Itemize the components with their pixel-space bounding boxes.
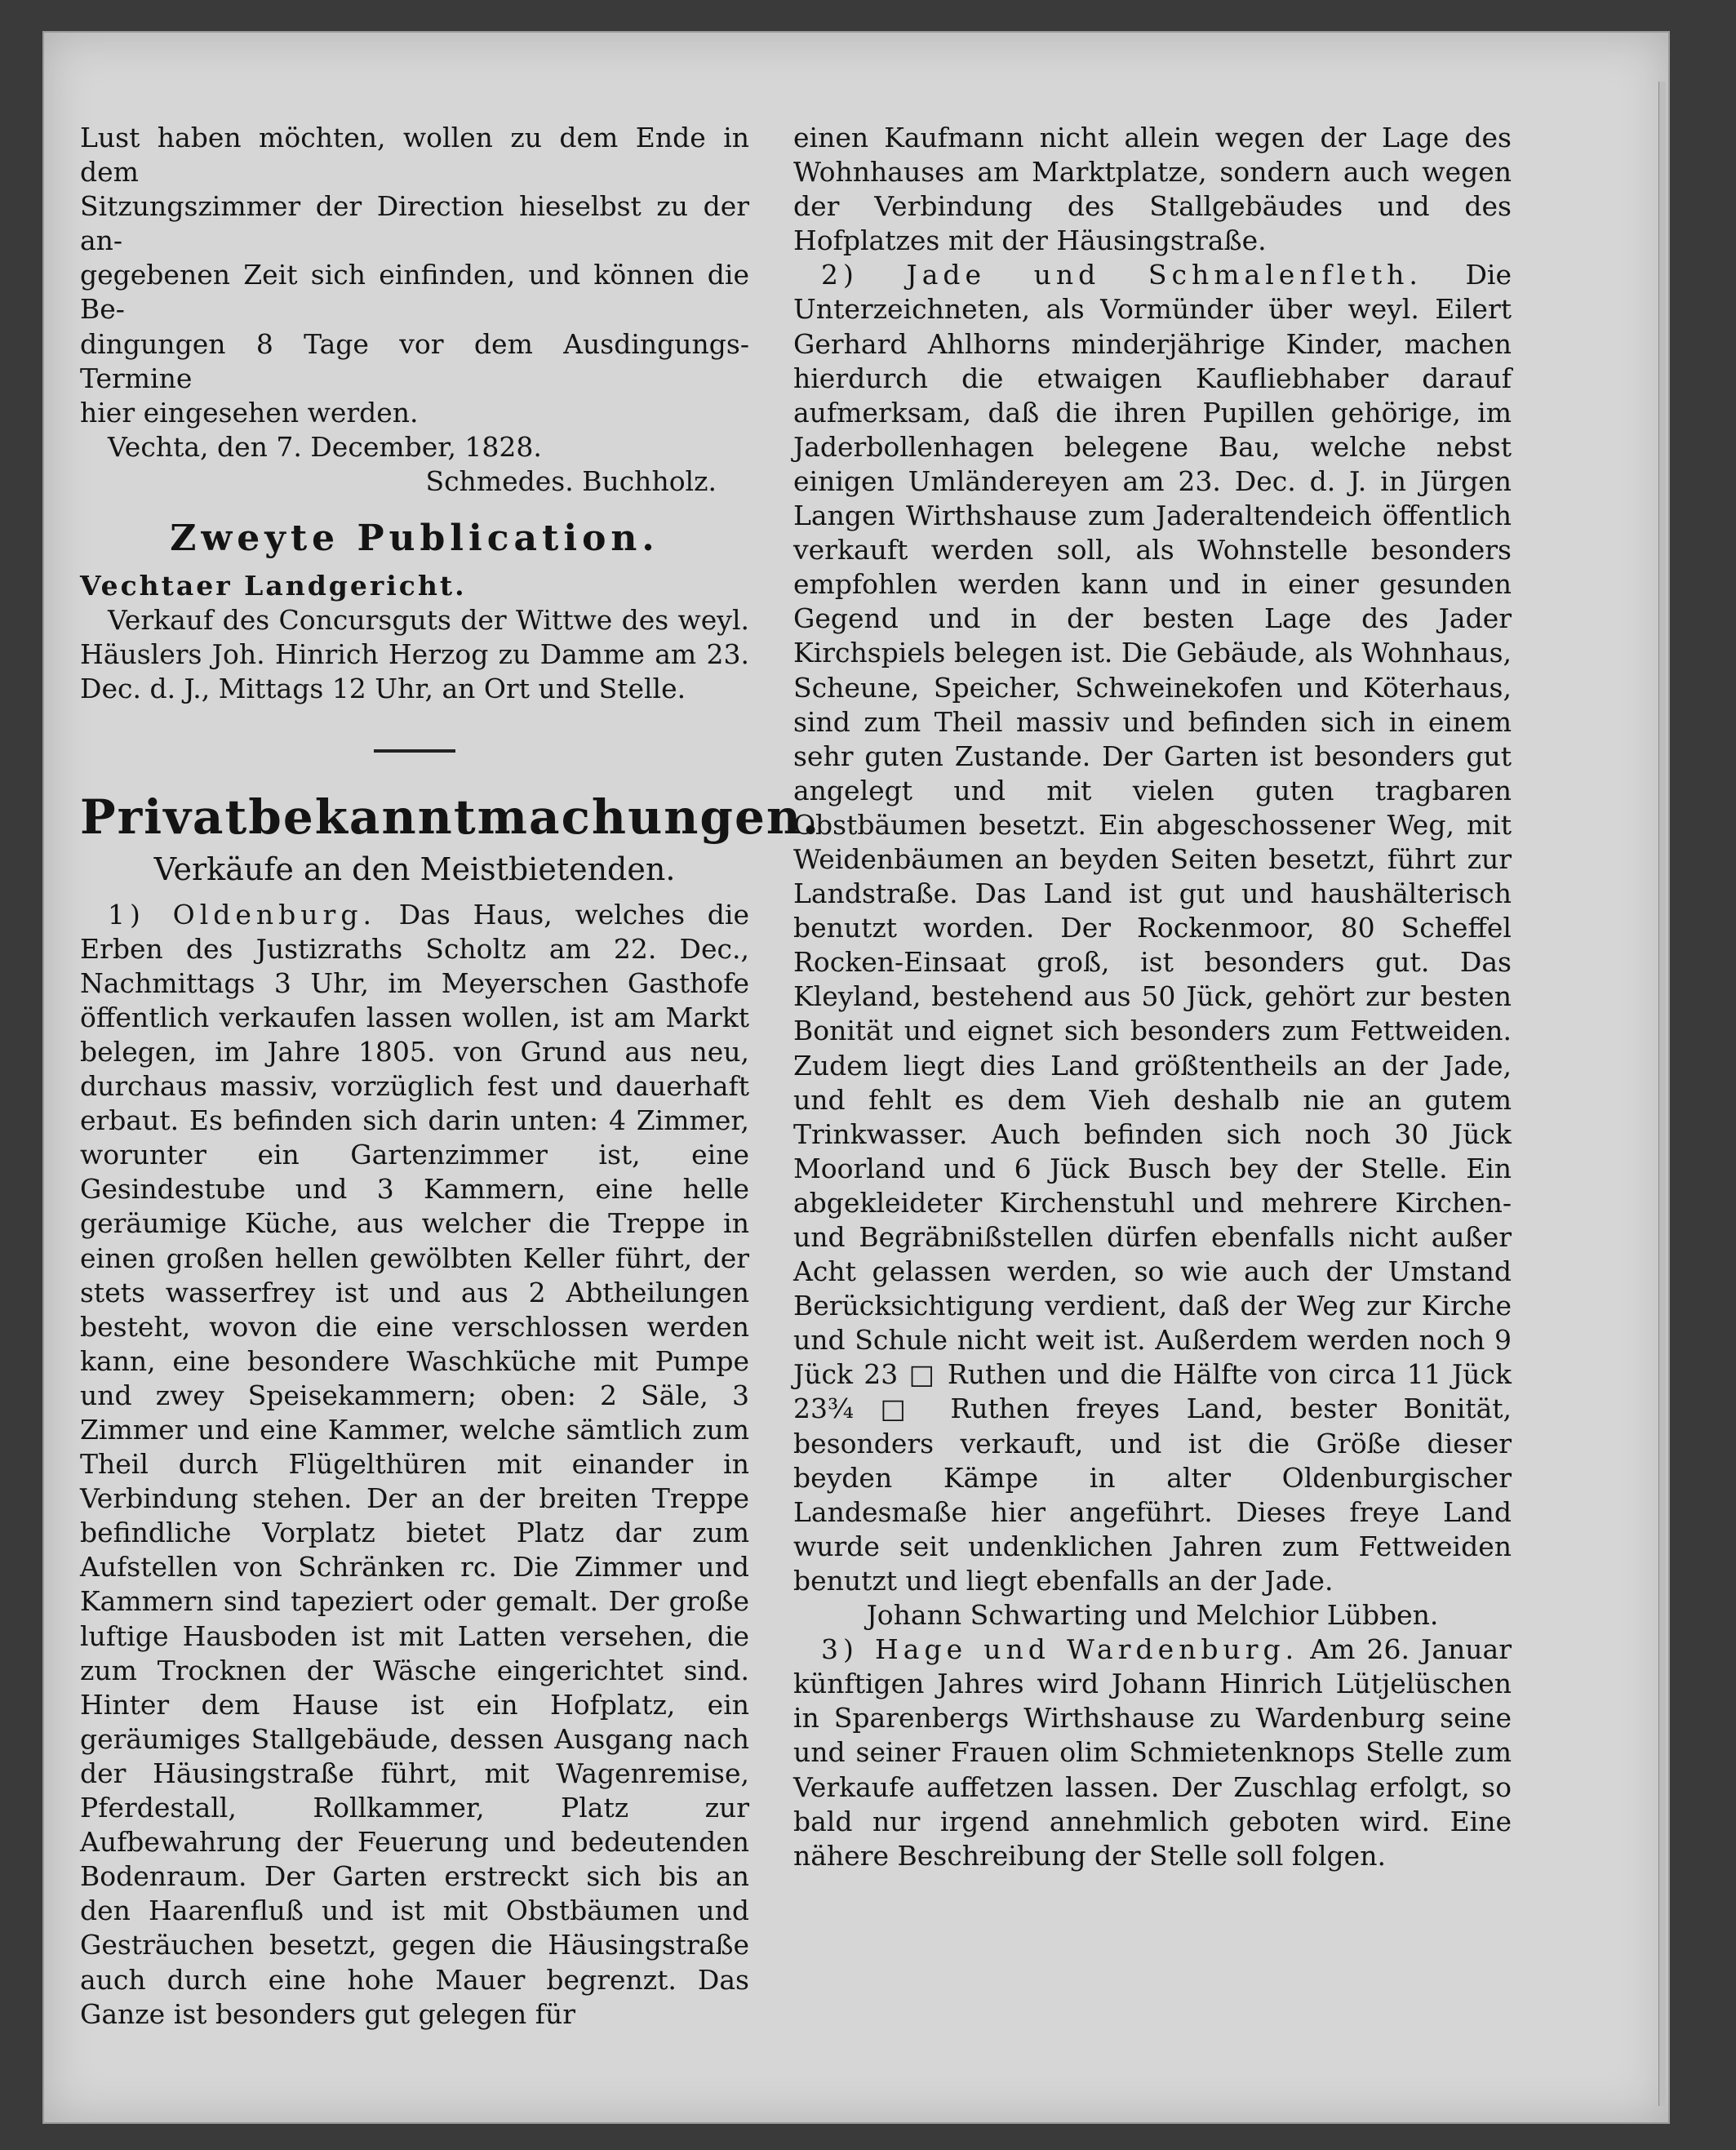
item-1	[80, 898, 749, 2032]
item-3	[793, 1632, 1512, 1873]
sale-notice: Verkauf des Concursguts der Wittwe des weyl. Häuslers Joh. Hinrich Herzog zu Damme am 23. Dec. d. J., Mittags 12 Uhr, an Ort und Stelle.	[80, 604, 749, 705]
signatures: Schmedes. Buchholz.	[425, 464, 717, 497]
court-heading: Vechtaer Landgericht.	[80, 570, 467, 602]
intro-line: Lust haben möchten, wollen zu dem Ende in dem	[80, 122, 749, 189]
intro-line: gegebenen Zeit sich einfinden, und können die Be-	[80, 259, 749, 326]
section-divider	[374, 749, 455, 753]
page-edge	[1658, 82, 1666, 2106]
intro-line: Sitzungszimmer der Direction hieselbst zu der an-	[80, 190, 749, 257]
item-2-text: Die Unterzeichneten, als Vormünder über weyl. Eilert Gerhard Ahlhorns minderjährige Kinder, machen hierdurch die etwaigen Kaufliebhaber darauf aufmerksam, daß die ihren Pupillen gehörige, im Jaderbollenhagen belegene Bau, welche nebst einigen Umländereyen am 23. Dec. d. J. in Jürgen Langen Wirthshause zum Jaderaltendeich öffentlich verkauft werden soll, als Wohnstelle besonders empfohlen werden kann und in einer gesunden Gegend und in der besten Lage des Jader Kirchspiels belegen ist. Die Gebäude, als Wohnhaus, Scheune, Speicher, Schweinekofen und Köterhaus, sind zum Theil massiv und befinden sich in einem sehr guten Zustande. Der Garten ist besonders gut angelegt und mit vielen guten tragbaren Obstbäumen besetzt. Ein abgeschossener Weg, mit Weidenbäumen an beyden Seiten besetzt, führt zur Landstraße. Das Land ist gut und haushälterisch benutzt worden. Der Rockenmoor, 80 Scheffel Rocken-Einsaat groß, ist besonders gut. Das Kleyland, bestehend aus 50 Jück, gehört zur besten Bonität und eignet sich besonders zum Fettweiden. Zudem liegt dies Land größtentheils an der Jade, und fehlt es dem Vieh deshalb nie an gutem Trinkwasser. Auch befinden sich noch 30 Jück Moorland und 6 Jück Busch bey der Stelle. Ein abgekleideter Kirchenstuhl und mehrere Kirchen- und Begräbnißstellen dürfen ebenfalls nicht außer Acht gelassen werden, so wie auch der Umstand Berücksichtigung verdient, daß der Weg zur Kirche und Schule nicht weit ist. Außerdem werden noch 9 Jück 23 □ Ruthen und die Hälfte von circa 11 Jück 23¾ □ Ruthen freyes Land, bester Bonität, besonders verkauft, und ist die Größe dieser beyden Kämpe in alter Oldenburgischer Landesmaße hier angeführt. Dieses freye Land wurde seit undenklichen Jahren zum Fettweiden benutzt und liegt ebenfalls an der Jade.	[793, 259, 1512, 1597]
main-subheading: Verkäufe an den Meistbietenden.	[153, 851, 676, 887]
place-date: Vechta, den 7. December, 1828.	[108, 430, 542, 463]
intro-line: hier eingesehen werden.	[80, 396, 419, 429]
item-2	[793, 258, 1512, 1598]
item-2-signatures: Johann Schwarting und Melchior Lübben.	[866, 1599, 1439, 1632]
item-3-place: 3) Hage und Wardenburg.	[821, 1633, 1299, 1666]
item-3-text: Am 26. Januar künftigen Jahres wird Johann Hinrich Lütjelüschen in Sparenbergs Wirthshause zu Wardenburg seine und seiner Frauen olim Schmietenknops Stelle zum Verkaufe auffetzen lassen. Der Zuschlag erfolgt, so bald nur irgend annehmlich geboten wird. Eine nähere Beschreibung der Stelle soll folgen.	[793, 1633, 1512, 1872]
item-1-text: Das Haus, welches die Erben des Justizraths Scholtz am 22. Dec., Nachmittags 3 Uhr, im Meyerschen Gasthofe öffentlich verkaufen lassen wollen, ist am Markt belegen, im Jahre 1805. von Grund aus neu, durchaus massiv, vorzüglich fest und dauerhaft erbaut. Es befinden sich darin unten: 4 Zimmer, worunter ein Gartenzimmer ist, eine Gesindestube und 3 Kammern, eine helle geräumige Küche, aus welcher die Treppe in einen großen hellen gewölbten Keller führt, der stets wasserfrey ist und aus 2 Abtheilungen besteht, wovon die eine verschlossen werden kann, eine besondere Waschküche mit Pumpe und zwey Speisekammern; oben: 2 Säle, 3 Zimmer und eine Kammer, welche sämtlich zum Theil durch Flügelthüren mit einander in Verbindung stehen. Der an der breiten Treppe befindliche Vorplatz bietet Platz dar zum Aufstellen von Schränken rc. Die Zimmer und Kammern sind tapeziert oder gemalt. Der große luftige Hausboden ist mit Latten versehen, die zum Trocknen der Wäsche eingerichtet sind. Hinter dem Hause ist ein Hofplatz, ein geräumiges Stallgebäude, dessen Ausgang nach der Häusingstraße führt, mit Wagenremise, Pferdestall, Rollkammer, Platz zur Aufbewahrung der Feuerung und bedeutenden Bodenraum. Der Garten erstreckt sich bis an den Haarenfluß und ist mit Obstbäumen und Gesträuchen besetzt, gegen die Häusingstraße auch durch eine hohe Mauer begrenzt. Das Ganze ist besonders gut gelegen für	[80, 898, 749, 2030]
item-1-place: 1) Oldenburg.	[108, 898, 376, 931]
left-column	[80, 121, 821, 2032]
publication-heading: Zweyte Publication.	[170, 518, 659, 560]
right-column	[793, 121, 1512, 1873]
item-2-place: 2) Jade und Schmalenfleth.	[821, 259, 1423, 291]
intro-line: dingungen 8 Tage vor dem Ausdingungs-Termine	[80, 327, 749, 394]
item-1-continuation: einen Kaufmann nicht allein wegen der Lage des Wohnhauses am Marktplatze, sondern auch wegen der Verbindung des Stallgebäudes und des Hofplatzes mit der Häusingstraße.	[793, 122, 1512, 257]
main-heading: Privatbekanntmachungen.	[80, 788, 821, 845]
